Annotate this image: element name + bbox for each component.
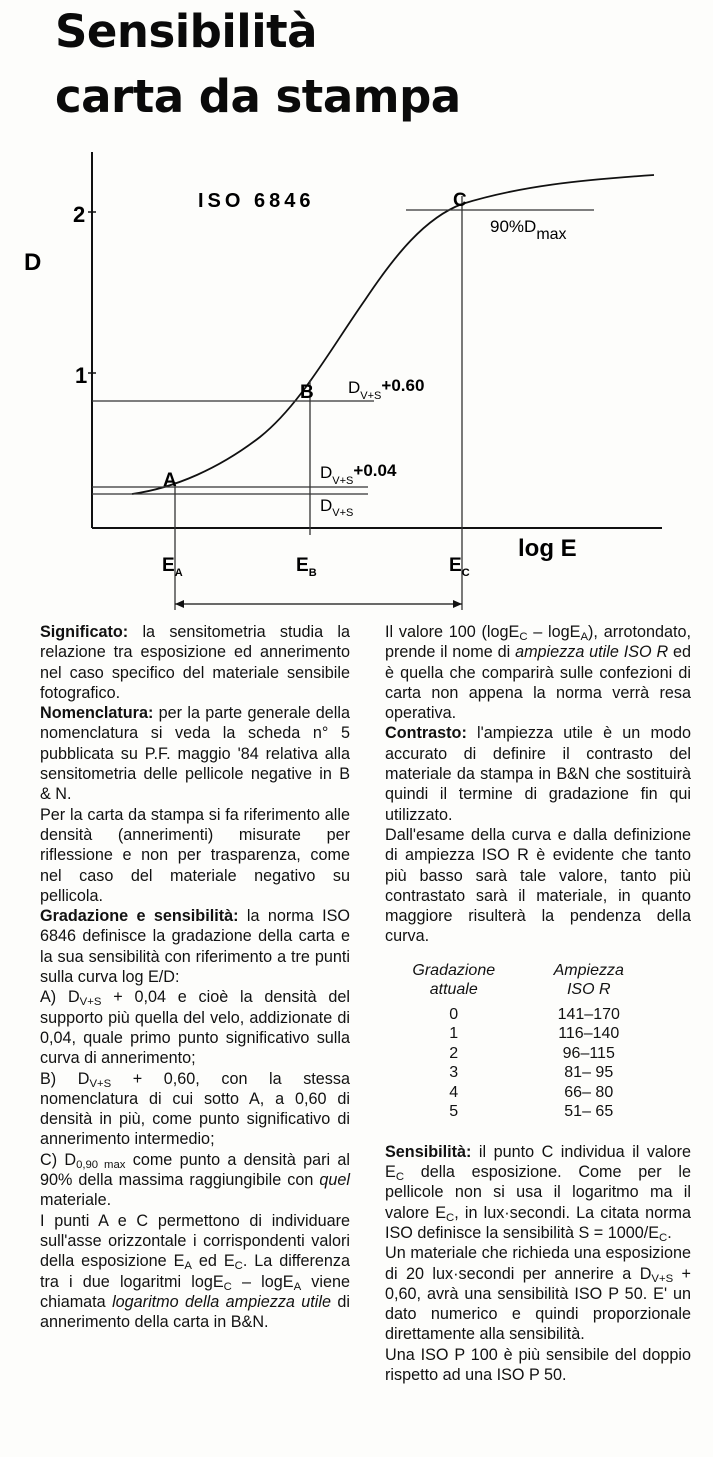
- paragraph-significato: Significato: la sensitometria studia la relazione tra esposizione ed annerimento nel caso specifico del materiale sensibile fotografico.: [40, 623, 350, 702]
- title-line-1: Sensibilità: [55, 5, 318, 58]
- point-a-label: A: [163, 470, 177, 491]
- label-dvs-base: $D_{V+S}$: [320, 496, 354, 519]
- point-b-label: B: [300, 382, 314, 403]
- table-row: 4 66– 80: [449, 1083, 614, 1101]
- x-marker-ea: $E_A$: [162, 555, 183, 579]
- paragraph-point-b: B) $D_{V+S} + 0,60$, con la stessa nomenclatura di cui sotto A, a 0,60 di densità in più, come punto significativo di annerimento intermedio;: [40, 1069, 350, 1149]
- title-line-2: carta da stampa: [55, 70, 461, 123]
- range-arrow-head-right: [453, 600, 462, 608]
- characteristic-curve: [132, 175, 654, 494]
- characteristic-curve-figure: [0, 140, 713, 620]
- point-c-label: C: [453, 190, 467, 211]
- table-header: [393, 961, 663, 1005]
- text-column-right: [385, 622, 691, 1385]
- text-column-left: [40, 622, 350, 1332]
- standard-label: ISO 6846: [198, 190, 315, 212]
- x-marker-ec: $E_C$: [449, 555, 470, 579]
- x-axis-label: log E: [518, 535, 577, 562]
- table-row: 2 96–115: [449, 1044, 615, 1062]
- table-row: 5 51– 65: [449, 1103, 614, 1121]
- table-row: 1 116–140: [449, 1025, 620, 1043]
- label-dvs-060: $D_{V+S}+0.60$: [348, 376, 425, 402]
- paragraph-sensibilita: Sensibilità: il punto C individua il valore $E_C$ della esposizione. Come per le pellicole non si usa il logaritmo ma il valore $E_C$, in lux·secondi. La citata norma ISO definisce la sensibilità $S = 1000/E_C$.: [385, 1142, 691, 1244]
- header-ampiezza: Ampiezza ISO R: [553, 961, 624, 998]
- paragraph-contrasto: Contrasto: l'ampiezza utile è un modo accurato di definire il contrasto del materiale da stampa in B&N che sostituirà quindi il termine di gradazione fin qui utilizzato.: [385, 724, 691, 824]
- paragraph-iso-p: Una ISO P 100 è più sensibile del doppio rispetto ad una ISO P 50.: [385, 1345, 691, 1385]
- label-90-dmax: 90%Dmax: [490, 217, 567, 243]
- y-tick-label-1: 1: [75, 363, 88, 388]
- x-marker-eb: $E_B$: [296, 555, 317, 579]
- gradation-table: [393, 961, 663, 1122]
- paragraph-esame: Dall'esame della curva e dalla definizione di ampiezza ISO R è evidente che tanto più basso sarà tale valore, tanto più contrastato sarà il materiale, in quanto maggiore risulterà la pendenza della curva.: [385, 825, 691, 946]
- paragraph-gradazione: Gradazione e sensibilità: la norma ISO 6846 definisce la gradazione della carta e la sua sensibilità con riferimento a tre punti sulla curva log E/D:: [40, 907, 350, 987]
- y-axis-label: D: [24, 249, 42, 276]
- paragraph-point-a: A) $D_{V+S} + 0,04$ e cioè la densità del supporto più quella del velo, addizionate di 0,04, quale primo punto significativo sulla curva di annerimento;: [40, 988, 350, 1068]
- table-row: 0 141–170: [449, 1005, 620, 1023]
- header-gradazione: Gradazione attuale: [412, 961, 496, 998]
- paragraph-nomenclatura: Nomenclatura: per la parte generale della nomenclatura si veda la scheda n° 5 pubblicata su P.F. maggio '84 relativa alla sensitometria delle pellicole negative in B & N.: [40, 704, 350, 804]
- paragraph-punti: I punti A e C permettono di individuare sull'asse orizzontale i corrispondenti valori della esposizione $E_A$ ed $E_C$. La differenza tra i due logaritmi logE$_C$ – logE$_A$ viene chiamata logaritmo della ampiezza utile di annerimento della carta in B&N.: [40, 1211, 350, 1332]
- label-dvs-004: $D_{V+S}+0.04$: [320, 461, 397, 487]
- paragraph-point-c: C) $D_{0,90 max}$ come punto a densità pari al 90% della massima raggiungibile con quel materiale.: [40, 1150, 350, 1210]
- paragraph-materiale: Un materiale che richieda una esposizione di 20 lux·secondi per annerire a $D_{V+S} + 0,60$, avrà una sensibilità ISO P 50. E' un dato numerico e quindi proporzionale direttamente alla sensibilità.: [385, 1244, 691, 1344]
- y-tick-label-2: 2: [73, 202, 86, 227]
- range-arrow-head-left: [175, 600, 184, 608]
- table-row: 3 81– 95: [449, 1064, 614, 1082]
- paragraph-carta-stampa: Per la carta da stampa si fa riferimento alle densità (annerimenti) misurate per riflessione e non per trasparenza, come nel caso del materiale negativo su pellicola.: [40, 805, 350, 905]
- paragraph-valore: Il valore 100 (logE$_C$ – logE$_A$), arrotondato, prende il nome di ampiezza utile ISO R ed è quella che comparirà sulle confezioni di carta non appena la norma verrà resa operativa.: [385, 623, 691, 723]
